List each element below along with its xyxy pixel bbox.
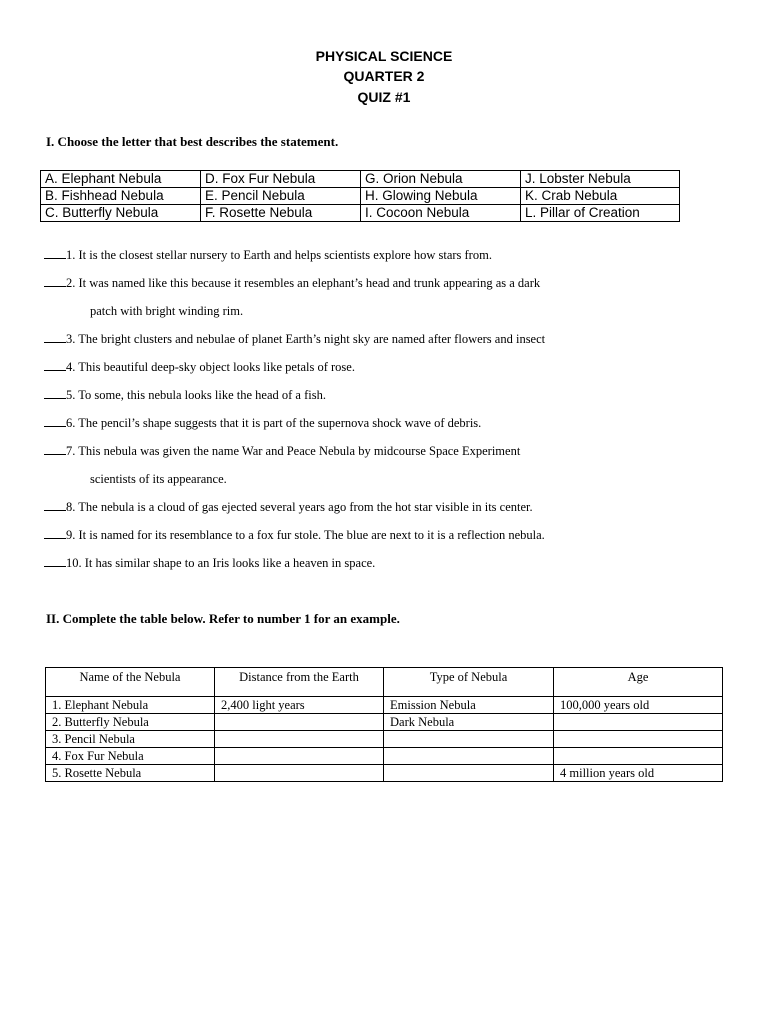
answer-blank[interactable]	[44, 443, 66, 455]
question-1	[44, 247, 492, 263]
question-text: 9. It is named for its resemblance to a fox fur stole. The blue are next to it is a reflection nebula.	[66, 528, 545, 542]
choices-row	[41, 188, 680, 205]
table-cell: 1. Elephant Nebula	[46, 697, 215, 714]
question-4	[44, 359, 355, 375]
choice-cell: E. Pencil Nebula	[201, 188, 361, 205]
part2-instruction: II. Complete the table below. Refer to number 1 for an example.	[46, 611, 400, 626]
choice-cell: F. Rosette Nebula	[201, 205, 361, 222]
question-text: 4. This beautiful deep-sky object looks like petals of rose.	[66, 360, 355, 374]
answer-blank[interactable]	[44, 527, 66, 539]
answer-blank[interactable]	[44, 359, 66, 371]
question-7-continued: scientists of its appearance.	[90, 472, 227, 486]
table-cell[interactable]	[384, 731, 554, 748]
table-cell: 4. Fox Fur Nebula	[46, 748, 215, 765]
column-header: Name of the Nebula	[46, 668, 215, 697]
choice-cell: D. Fox Fur Nebula	[201, 171, 361, 188]
question-2	[44, 275, 540, 291]
table-row	[46, 714, 723, 731]
answer-blank[interactable]	[44, 275, 66, 287]
table-cell: Emission Nebula	[384, 697, 554, 714]
quarter-title: QUARTER 2	[343, 68, 425, 84]
answer-blank[interactable]	[44, 499, 66, 511]
subject-title: PHYSICAL SCIENCE	[315, 48, 453, 64]
table-cell[interactable]	[215, 714, 384, 731]
choice-cell: L. Pillar of Creation	[521, 205, 680, 222]
answer-blank[interactable]	[44, 247, 66, 259]
answer-blank[interactable]	[44, 387, 66, 399]
nebula-table	[45, 667, 723, 782]
choice-cell: J. Lobster Nebula	[521, 171, 680, 188]
question-10	[44, 555, 375, 571]
choice-cell: H. Glowing Nebula	[361, 188, 521, 205]
question-2-continued: patch with bright winding rim.	[90, 304, 244, 318]
table-cell[interactable]	[215, 748, 384, 765]
table-row	[46, 748, 723, 765]
choice-cell: G. Orion Nebula	[361, 171, 521, 188]
table-cell[interactable]	[384, 765, 554, 782]
table-header-row	[46, 668, 723, 697]
question-text: 3. The bright clusters and nebulae of planet Earth’s night sky are named after flowers and insect	[66, 332, 546, 346]
question-text: 1. It is the closest stellar nursery to Earth and helps scientists explore how stars from.	[66, 248, 492, 262]
table-cell[interactable]	[554, 714, 723, 731]
choices-table	[40, 170, 680, 222]
quiz-title: QUIZ #1	[357, 89, 411, 105]
choice-cell: K. Crab Nebula	[521, 188, 680, 205]
choice-cell: I. Cocoon Nebula	[361, 205, 521, 222]
table-cell[interactable]	[554, 731, 723, 748]
table-row	[46, 731, 723, 748]
table-row	[46, 697, 723, 714]
table-cell: 100,000 years old	[554, 697, 723, 714]
choices-row	[41, 205, 680, 222]
question-5	[44, 387, 326, 403]
part1-instruction: I. Choose the letter that best describes the statement.	[46, 134, 339, 149]
question-3	[44, 331, 545, 347]
column-header: Distance from the Earth	[215, 668, 384, 697]
table-cell: 4 million years old	[554, 765, 723, 782]
table-cell[interactable]	[215, 765, 384, 782]
choices-row	[41, 171, 680, 188]
table-cell: 5. Rosette Nebula	[46, 765, 215, 782]
question-text: 7. This nebula was given the name War and Peace Nebula by midcourse Space Experiment	[66, 444, 521, 458]
question-7	[44, 443, 520, 459]
answer-blank[interactable]	[44, 415, 66, 427]
question-8	[44, 499, 533, 515]
answer-blank[interactable]	[44, 331, 66, 343]
choice-cell: B. Fishhead Nebula	[41, 188, 201, 205]
question-6	[44, 415, 481, 431]
table-cell: 2. Butterfly Nebula	[46, 714, 215, 731]
table-cell[interactable]	[384, 748, 554, 765]
question-text: 6. The pencil’s shape suggests that it is part of the supernova shock wave of debris.	[66, 416, 482, 430]
question-text: 8. The nebula is a cloud of gas ejected several years ago from the hot star visible in its center.	[66, 500, 533, 514]
table-cell: 2,400 light years	[215, 697, 384, 714]
table-cell[interactable]	[554, 748, 723, 765]
column-header: Type of Nebula	[384, 668, 554, 697]
answer-blank[interactable]	[44, 555, 66, 567]
column-header: Age	[554, 668, 723, 697]
table-cell: 3. Pencil Nebula	[46, 731, 215, 748]
question-9	[44, 527, 545, 543]
question-text: 2. It was named like this because it resembles an elephant’s head and trunk appearing as a dark	[66, 276, 541, 290]
question-text: 10. It has similar shape to an Iris looks like a heaven in space.	[66, 556, 376, 570]
choice-cell: A. Elephant Nebula	[41, 171, 201, 188]
table-row	[46, 765, 723, 782]
choice-cell: C. Butterfly Nebula	[41, 205, 201, 222]
table-cell: Dark Nebula	[384, 714, 554, 731]
table-cell[interactable]	[215, 731, 384, 748]
question-text: 5. To some, this nebula looks like the head of a fish.	[66, 388, 326, 402]
